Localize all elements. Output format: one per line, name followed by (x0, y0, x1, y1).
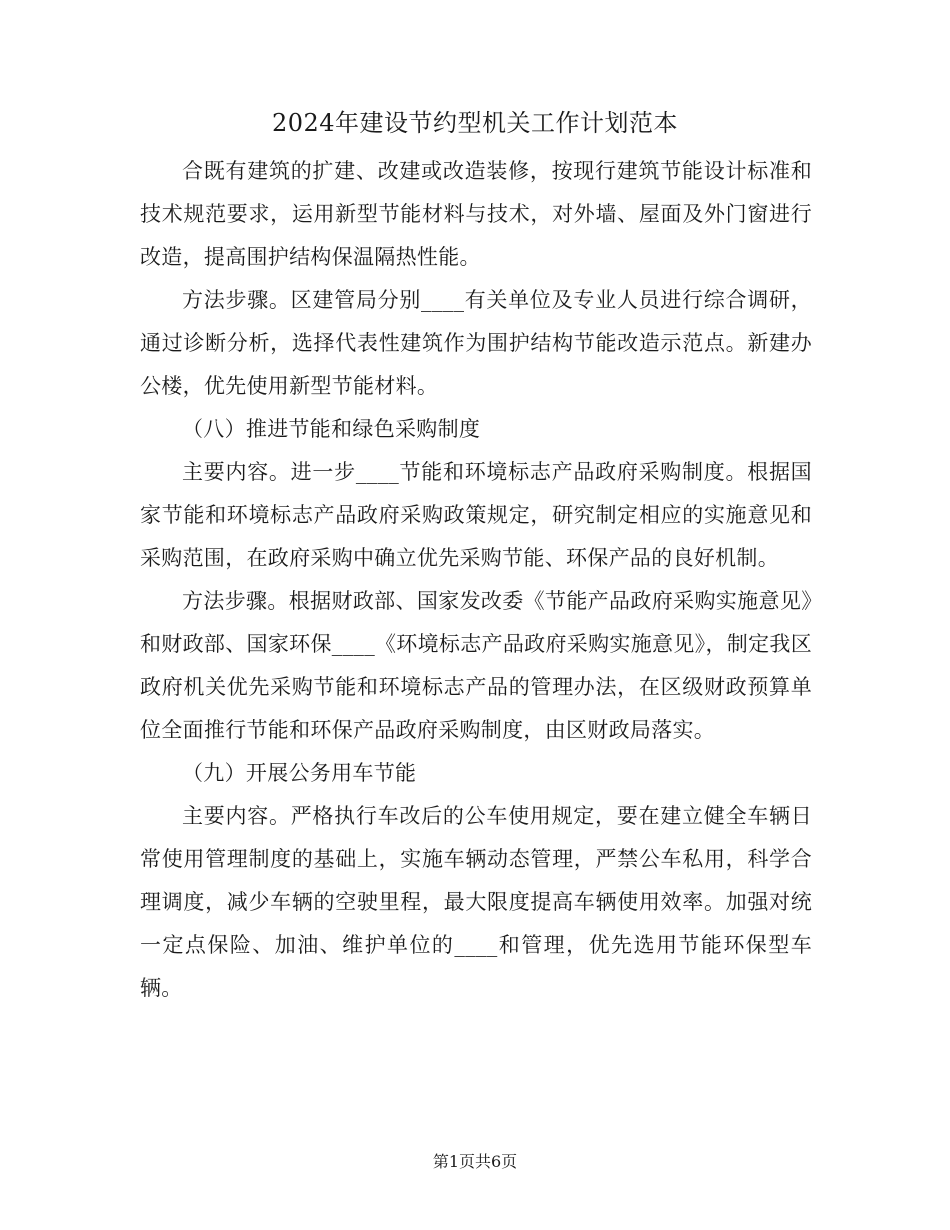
page-number-footer: 第1页共6页 (432, 1152, 518, 1171)
document-body (140, 150, 812, 1010)
paragraph-renovation: 合既有建筑的扩建、改建或改造装修，按现行建筑节能设计标准和技术规范要求，运用新型节能材料与技术，对外墙、屋面及外门窗进行改造，提高围护结构保温隔热性能。 (140, 159, 812, 269)
section-heading-green-procurement: （八）推进节能和绿色采购制度 (182, 417, 481, 441)
document-title: 2024年建设节约型机关工作计划范本 (271, 109, 679, 137)
section-heading-vehicle-energy: （九）开展公务用车节能 (182, 761, 417, 785)
paragraph-main-content-procurement: 主要内容。进一步____节能和环境标志产品政府采购制度。根据国家节能和环境标志产品政府采购政策规定，研究制定相应的实施意见和采购范围，在政府采购中确立优先采购节能、环保产品的良好机制。 (140, 460, 812, 570)
paragraph-main-content-vehicles: 主要内容。严格执行车改后的公车使用规定，要在建立健全车辆日常使用管理制度的基础上，实施车辆动态管理，严禁公车私用，科学合理调度，减少车辆的空驶里程，最大限度提高车辆使用效率。加强对统一定点保险、加油、维护单位的____和管理，优先选用节能环保型车辆。 (140, 804, 812, 1000)
paragraph-method-steps-1: 方法步骤。区建管局分别____有关单位及专业人员进行综合调研，通过诊断分析，选择代表性建筑作为围护结构节能改造示范点。新建办公楼，优先使用新型节能材料。 (140, 288, 812, 398)
paragraph-method-steps-procurement: 方法步骤。根据财政部、国家发改委《节能产品政府采购实施意见》和财政部、国家环保____《环境标志产品政府采购实施意见》，制定我区政府机关优先采购节能和环境标志产品的管理办法，在区级财政预算单位全面推行节能和环保产品政府采购制度，由区财政局落实。 (140, 589, 812, 742)
